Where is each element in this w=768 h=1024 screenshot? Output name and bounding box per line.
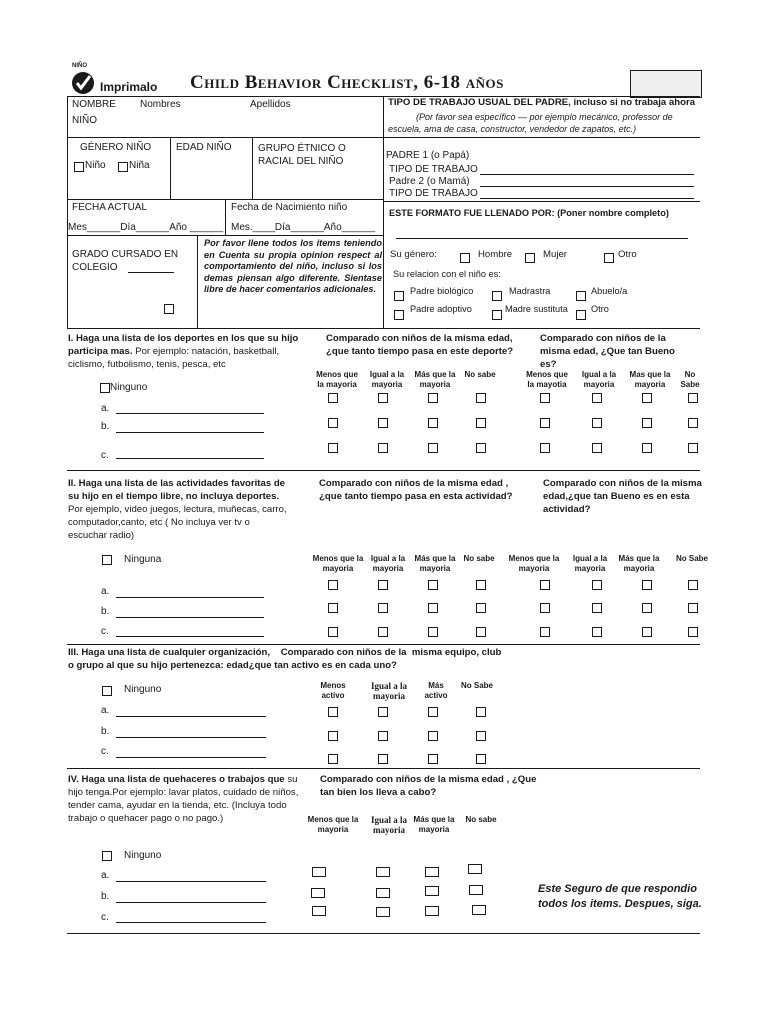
- s2-b-cb1[interactable]: [328, 603, 338, 613]
- nino-checkbox[interactable]: [74, 162, 84, 172]
- s1-c-cb5[interactable]: [540, 443, 550, 453]
- llenado-label: ESTE FORMATO FUE LLENADO POR: (Poner nombre completo): [389, 208, 669, 218]
- s3-h-0: Menos activo: [320, 681, 346, 700]
- mujer-option: Mujer: [543, 249, 567, 260]
- s1-c-cb1[interactable]: [328, 443, 338, 453]
- s4-b-cb2[interactable]: [376, 888, 390, 898]
- llenado-field[interactable]: [396, 238, 688, 239]
- section4-title-rest: su hijo tenga.Por ejemplo: lavar platos, cuidado de niños, tender cama, ayudar en la tienda, etc. (Incluya todo trabajo o quehacer pago o no pago.): [68, 774, 299, 824]
- s2-ninguna-checkbox[interactable]: [102, 555, 112, 565]
- abuelo-checkbox[interactable]: [576, 291, 586, 301]
- s1-row-a-label: a.: [101, 403, 110, 414]
- s1-a-cb1[interactable]: [328, 393, 338, 403]
- s2-a-cb4[interactable]: [476, 580, 486, 590]
- s1-row-b-label: b.: [101, 421, 110, 432]
- section3-title: III. Haga una lista de cualquier organización, Comparado con niños de la misma equipo, club o grupo al que su hijo pertenezca: edad¿que tan activo es en cada uno?: [68, 647, 505, 671]
- s1-a-cb2[interactable]: [378, 393, 388, 403]
- s1-row-a-field[interactable]: [116, 413, 264, 414]
- madre-sust-option: Madre sustituta: [505, 304, 568, 314]
- section2-q1: Comparado con niños de la misma edad , ¿que tanto tiempo pasa en esta actividad?: [319, 478, 513, 502]
- otro-checkbox[interactable]: [604, 253, 614, 263]
- s3-b-cb2[interactable]: [378, 731, 388, 741]
- s2-b-cb6[interactable]: [592, 603, 602, 613]
- padre2-label: Padre 2 (o Mamá): [389, 176, 470, 187]
- s4-row-a-field[interactable]: [116, 881, 266, 882]
- abuelo-option: Abuelo/a: [591, 286, 628, 296]
- fecha-actual-label: FECHA ACTUAL: [72, 202, 148, 213]
- section1-title: [68, 332, 308, 371]
- s2-c-cb1[interactable]: [328, 627, 338, 637]
- s4-row-c-label: c.: [101, 912, 109, 923]
- s1-ninguno-label: Ninguno: [110, 382, 148, 393]
- instructions-text: Por favor llene todos los items teniendo en Cuenta su propia opinion respect al comportamiento del niño, incluso si los demas piensan algo diferente. Sientase libre de hacer comentarios adicionales.: [204, 238, 382, 295]
- trabajo-title: TIPO DE TRABAJO USUAL DEL PADRE, incluso si no trabaja ahora: [388, 97, 696, 108]
- s1-b-cb7[interactable]: [642, 418, 652, 428]
- s4-b-cb4[interactable]: [469, 885, 483, 895]
- s2-a-cb8[interactable]: [688, 580, 698, 590]
- section4-title: [68, 773, 314, 825]
- s4-row-a-label: a.: [101, 870, 110, 881]
- s3-c-cb4[interactable]: [476, 754, 486, 764]
- s2-c-cb2[interactable]: [378, 627, 388, 637]
- s3-ninguno-checkbox[interactable]: [102, 686, 112, 696]
- s2-c-cb7[interactable]: [642, 627, 652, 637]
- s1-c-cb8[interactable]: [688, 443, 698, 453]
- s1-b-cb4[interactable]: [476, 418, 486, 428]
- s3-row-b-label: b.: [101, 726, 110, 737]
- nina-option: Niña: [129, 160, 150, 171]
- s1-a-cb5[interactable]: [540, 393, 550, 403]
- s4-row-c-field[interactable]: [116, 922, 266, 923]
- s2-b-cb2[interactable]: [378, 603, 388, 613]
- s3-row-c-label: c.: [101, 746, 109, 757]
- s4-a-cb4[interactable]: [468, 864, 482, 874]
- form-id-box[interactable]: [630, 70, 702, 98]
- madrastra-checkbox[interactable]: [492, 291, 502, 301]
- tipo1-label: TIPO DE TRABAJO: [389, 164, 478, 175]
- s2-c-cb6[interactable]: [592, 627, 602, 637]
- madre-sust-checkbox[interactable]: [492, 310, 502, 320]
- s4-h-0: Menos que la mayoria: [307, 815, 359, 834]
- s4-c-cb4[interactable]: [472, 905, 486, 915]
- s4-ninguno-checkbox[interactable]: [102, 851, 112, 861]
- s2-c-cb8[interactable]: [688, 627, 698, 637]
- s1-a-cb8[interactable]: [688, 393, 698, 403]
- s2-row-a-field[interactable]: [116, 597, 264, 598]
- closing-note: Este Seguro de que respondio todos los items. Despues, siga.: [538, 883, 702, 910]
- s4-row-b-field[interactable]: [116, 902, 266, 903]
- padre-bio-option: Padre biológico: [410, 286, 474, 296]
- nino-label: NIÑO: [72, 115, 97, 126]
- edad-label: EDAD NIÑO: [176, 142, 232, 153]
- otro2-option: Otro: [591, 304, 609, 314]
- s4-row-b-label: b.: [101, 891, 110, 902]
- s2-b-cb3[interactable]: [428, 603, 438, 613]
- s3-b-cb3[interactable]: [428, 731, 438, 741]
- section2-title-bold: II. Haga una lista de las actividades favoritas de su hijo en el tiempo libre, no incluya deportes.: [68, 478, 286, 502]
- s3-a-cb3[interactable]: [428, 707, 438, 717]
- section2-q2: Comparado con niños de la misma edad,¿que tan Bueno es en esta actividad?: [543, 478, 702, 515]
- s2-h2-3: No Sabe: [676, 554, 709, 563]
- s1-c-cb6[interactable]: [592, 443, 602, 453]
- s3-h-2: Más activo: [424, 681, 448, 700]
- s2-h1-3: No sabe: [463, 554, 495, 563]
- s1-b-cb6[interactable]: [592, 418, 602, 428]
- nombre-label: NOMBRE: [72, 99, 116, 110]
- fecha-actual-fields[interactable]: Mes______Día______Año ______: [68, 222, 224, 233]
- padre2-field[interactable]: [480, 186, 694, 187]
- s1-b-cb8[interactable]: [688, 418, 698, 428]
- nino-option: Niño: [85, 160, 106, 171]
- section1-q1: Comparado con niños de la misma edad, ¿que tanto tiempo pasa en este deporte?: [326, 333, 514, 357]
- tipo2-field[interactable]: [480, 198, 694, 199]
- s2-a-cb5[interactable]: [540, 580, 550, 590]
- s1-h2-1: Igual a la mayoria: [581, 370, 617, 389]
- s3-c-cb2[interactable]: [378, 754, 388, 764]
- otro-option: Otro: [618, 249, 637, 260]
- fecha-nac-fields[interactable]: Mes.____Día______Año______: [231, 222, 376, 233]
- s2-a-cb2[interactable]: [378, 580, 388, 590]
- trabajo-note: (Por favor sea específico — por ejemplo mecánico, professor de escuela, ama de casa, constructor, vendedor de zapatos, etc.): [388, 112, 673, 134]
- s1-a-cb6[interactable]: [592, 393, 602, 403]
- tipo1-field[interactable]: [480, 174, 694, 175]
- s4-h-3: No sabe: [465, 815, 497, 824]
- s3-c-cb1[interactable]: [328, 754, 338, 764]
- grado-checkbox[interactable]: [164, 304, 174, 314]
- badge-text: NIÑO: [72, 63, 87, 69]
- s4-ninguno-label: Ninguno: [124, 850, 162, 861]
- s2-a-cb6[interactable]: [592, 580, 602, 590]
- s1-h2-2: Mas que la mayoria: [629, 370, 671, 389]
- section1-title-rest: Por ejemplo: natación, basketball, ciclismo, futbolismo, tenis, pesca, etc: [68, 346, 280, 370]
- genero-label: GÉNERO NIÑO: [80, 142, 152, 153]
- su-genero-label: Su género:: [390, 249, 437, 260]
- s1-h1-2: Más que la mayoria: [414, 370, 456, 389]
- s1-h1-1: Igual a la mayoria: [369, 370, 405, 389]
- s4-b-cb1[interactable]: [311, 888, 325, 898]
- s2-h1-1: Igual a la mayoria: [370, 554, 406, 573]
- nombres-label: Nombres: [140, 99, 181, 110]
- section4-title-bold: IV. Haga una lista de quehaceres o trabajos que: [68, 774, 285, 785]
- s1-c-cb7[interactable]: [642, 443, 652, 453]
- s2-h2-1: Igual a la mayoria: [572, 554, 608, 573]
- section4-q1: Comparado con niños de la misma edad , ¿Que tan bien los lleva a cabo?: [320, 774, 537, 798]
- s1-h2-0: Menos que la mayotia: [526, 370, 568, 389]
- s1-h2-3: No Sabe: [680, 370, 700, 389]
- form-title: Child Behavior Checklist, 6-18 años: [190, 72, 504, 93]
- s2-row-b-label: b.: [101, 606, 110, 617]
- s3-row-a-field[interactable]: [116, 716, 266, 717]
- section2-title: [68, 477, 290, 542]
- grado-field[interactable]: [128, 272, 174, 273]
- s2-row-a-label: a.: [101, 586, 110, 597]
- s1-b-cb2[interactable]: [378, 418, 388, 428]
- fecha-nac-label: Fecha de Nacimiento niño: [231, 202, 348, 213]
- s4-h-1: Igual a la mayoria: [370, 815, 407, 835]
- s2-c-cb5[interactable]: [540, 627, 550, 637]
- s3-row-a-label: a.: [101, 705, 110, 716]
- s2-row-c-field[interactable]: [116, 636, 264, 637]
- hombre-checkbox[interactable]: [460, 253, 470, 263]
- s2-b-cb5[interactable]: [540, 603, 550, 613]
- s1-b-cb5[interactable]: [540, 418, 550, 428]
- s2-c-cb4[interactable]: [476, 627, 486, 637]
- s4-h-2: Más que la mayoria: [413, 815, 455, 834]
- nina-checkbox[interactable]: [118, 162, 128, 172]
- s3-b-cb1[interactable]: [328, 731, 338, 741]
- s2-a-cb1[interactable]: [328, 580, 338, 590]
- relacion-label: Su relacion con el niño es:: [393, 269, 501, 279]
- apellidos-label: Apellidos: [250, 99, 291, 110]
- grado-label: GRADO CURSADO EN COLEGIO: [72, 249, 179, 273]
- badge-icon: [68, 63, 98, 96]
- s2-c-cb3[interactable]: [428, 627, 438, 637]
- section2-title-rest: Por ejemplo, video juegos, lectura, muñecas, carro, computador,canto, etc ( No incluya ver tv o escuchar radio): [68, 504, 287, 541]
- s3-a-cb2[interactable]: [378, 707, 388, 717]
- s2-a-cb3[interactable]: [428, 580, 438, 590]
- s1-a-cb4[interactable]: [476, 393, 486, 403]
- s2-h1-2: Más que la mayoria: [414, 554, 456, 573]
- hombre-option: Hombre: [478, 249, 513, 260]
- s2-a-cb7[interactable]: [642, 580, 652, 590]
- s3-row-c-field[interactable]: [116, 757, 266, 758]
- otro2-checkbox[interactable]: [576, 310, 586, 320]
- s3-a-cb1[interactable]: [328, 707, 338, 717]
- padre-adop-checkbox[interactable]: [394, 310, 404, 320]
- s3-b-cb4[interactable]: [476, 731, 486, 741]
- s3-ninguno-label: Ninguno: [124, 684, 162, 695]
- s1-c-cb3[interactable]: [428, 443, 438, 453]
- s1-c-cb4[interactable]: [476, 443, 486, 453]
- s2-h2-0: Menos que la mayoria: [508, 554, 560, 573]
- s1-b-cb3[interactable]: [428, 418, 438, 428]
- s4-a-cb1[interactable]: [312, 867, 326, 877]
- s2-row-b-field[interactable]: [116, 617, 264, 618]
- s4-c-cb2[interactable]: [376, 907, 390, 917]
- s4-a-cb2[interactable]: [376, 867, 390, 877]
- madrastra-option: Madrastra: [509, 286, 551, 296]
- s3-a-cb4[interactable]: [476, 707, 486, 717]
- s1-a-cb3[interactable]: [428, 393, 438, 403]
- s2-b-cb4[interactable]: [476, 603, 486, 613]
- s1-h1-0: Menos que la mayoria: [316, 370, 358, 389]
- s2-row-c-label: c.: [101, 626, 109, 637]
- s3-h-1: Igual a la mayoria: [370, 681, 407, 701]
- s1-c-cb2[interactable]: [378, 443, 388, 453]
- print-label: Imprimalo: [100, 80, 158, 94]
- s1-row-c-field[interactable]: [116, 458, 264, 459]
- s4-b-cb3[interactable]: [425, 886, 439, 896]
- padre1-label: PADRE 1 (o Papá): [386, 150, 470, 161]
- s1-a-cb7[interactable]: [642, 393, 652, 403]
- mujer-checkbox[interactable]: [525, 253, 535, 263]
- s2-h2-2: Más que la mayoria: [618, 554, 660, 573]
- s1-row-b-field[interactable]: [116, 432, 264, 433]
- s4-c-cb3[interactable]: [425, 906, 439, 916]
- tipo2-label: TIPO DE TRABAJO: [389, 188, 478, 199]
- section1-title-bold: I. Haga una lista de los deportes en los que su hijo participa mas.: [68, 333, 299, 357]
- s1-row-c-label: c.: [101, 450, 109, 461]
- grupo-label: GRUPO ÉTNICO O RACIAL DEL NIÑO: [258, 143, 346, 167]
- s3-c-cb3[interactable]: [428, 754, 438, 764]
- s3-row-b-field[interactable]: [116, 737, 266, 738]
- s1-h1-3: No sabe: [464, 370, 496, 379]
- padre-adop-option: Padre adoptivo: [410, 304, 472, 314]
- padre-bio-checkbox[interactable]: [394, 291, 404, 301]
- s4-c-cb1[interactable]: [312, 906, 326, 916]
- s1-b-cb1[interactable]: [328, 418, 338, 428]
- s2-h1-0: Menos que la mayoria: [312, 554, 364, 573]
- s3-h-3: No Sabe: [460, 681, 493, 690]
- s4-a-cb3[interactable]: [425, 867, 439, 877]
- s2-b-cb7[interactable]: [642, 603, 652, 613]
- section1-q2: Comparado con niños de la misma edad, ¿Que tan Bueno es?: [540, 333, 675, 370]
- s1-ninguno-checkbox[interactable]: [100, 383, 110, 393]
- s2-b-cb8[interactable]: [688, 603, 698, 613]
- s2-ninguna-label: Ninguna: [124, 554, 162, 565]
